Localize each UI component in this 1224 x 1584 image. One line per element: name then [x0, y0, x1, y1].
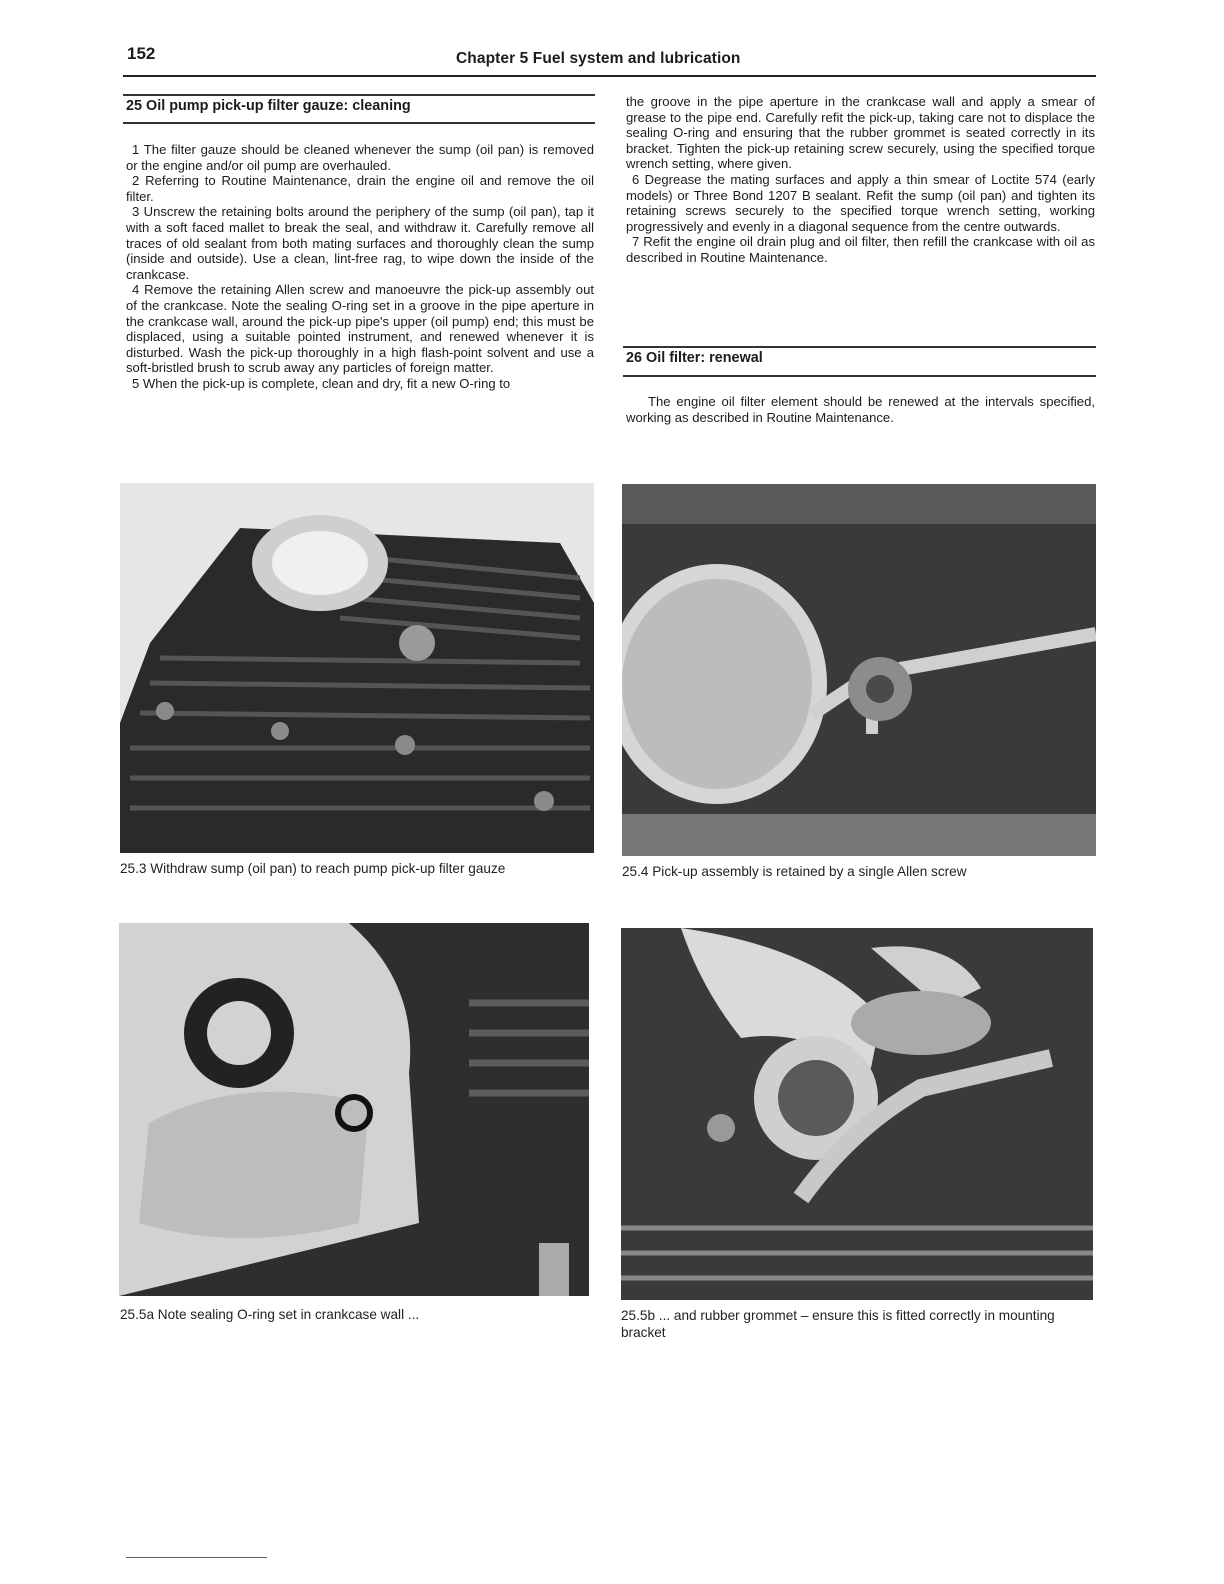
running-head: Chapter 5 Fuel system and lubrication	[456, 50, 741, 67]
paragraph-7: 7 Refit the engine oil drain plug and oil filter, then refill the crankcase with oil as described in Routine Maintenance.	[626, 234, 1095, 265]
caption-25-3: 25.3 Withdraw sump (oil pan) to reach pump pick-up filter gauze	[120, 861, 506, 876]
paragraph-1: 1 The filter gauze should be cleaned whenever the sump (oil pan) is removed or the engine and/or oil pump are overhauled.	[126, 142, 594, 173]
paragraph-2: 2 Referring to Routine Maintenance, drain the engine oil and remove the oil filter.	[126, 173, 594, 204]
section-26-paragraph: The engine oil filter element should be renewed at the intervals specified, working as described in Routine Maintenance.	[626, 394, 1095, 425]
paragraph-5: 5 When the pick-up is complete, clean and dry, fit a new O-ring to	[132, 375, 511, 391]
section-26-bottom-rule	[623, 375, 1096, 377]
page-number: 152	[127, 44, 156, 63]
header-rule	[123, 75, 1096, 77]
photo-sump-removal	[120, 483, 594, 853]
section-25-body-continued	[626, 94, 1095, 266]
caption-25-5b: 25.5b ... and rubber grommet – ensure this is fitted correctly in mounting bracket	[621, 1308, 1055, 1340]
section-26-title: 26 Oil filter: renewal	[626, 350, 763, 366]
paragraph-6: 6 Degrease the mating surfaces and apply a thin smear of Loctite 574 (early models) or Three Bond 1207 B sealant. Refit the sump (oil pan) and tighten its retaining screws securely to the specified torque wrench setting, working progressively and evenly in a diagonal sequence from the centre outwards.	[626, 171, 1095, 234]
caption-25-5a: 25.5a Note sealing O-ring set in crankcase wall ...	[120, 1307, 420, 1322]
paragraph-4: 4 Remove the retaining Allen screw and manoeuvre the pick-up assembly out of the crankcase. Note the sealing O-ring set in a groove in the pipe aperture in the crankcase wall, around the pick-up pipe's upper (oil pump) end; this must be displaced, using a suitable pointed instrument, and renewed whenever it is disturbed. Wash the pick-up thoroughly in a high flash-point solvent and use a soft-bristled brush to scrub away any particles of foreign matter.	[126, 282, 594, 376]
paragraph-5-continued: the groove in the pipe aperture in the crankcase wall and apply a smear of grease to the pipe end. Carefully refit the pick-up, taking care not to displace the sealing O-ring and ensuring that the rubber grommet is seated correctly in its bracket. Tighten the pick-up retaining screw securely, using the specified torque wrench setting, where given.	[626, 94, 1095, 172]
footnote-rule	[126, 1557, 267, 1558]
section-25-body	[126, 142, 594, 392]
section-25-bottom-rule	[123, 122, 595, 124]
paragraph-3: 3 Unscrew the retaining bolts around the periphery of the sump (oil pan), tap it with a soft faced mallet to break the seal, and withdraw it. Carefully remove all traces of old sealant from both mating surfaces and thoroughly clean the sump (inside and outside). Use a clean, lint-free rag, to wipe down the inside of the crankcase.	[126, 204, 594, 282]
section-25-title: 25 Oil pump pick-up filter gauze: cleaning	[126, 98, 411, 114]
photo-oring-crankcase-wall	[119, 923, 589, 1296]
photo-pickup-allen-screw	[622, 484, 1096, 856]
section-25-top-rule	[123, 94, 595, 96]
photo-rubber-grommet	[621, 928, 1093, 1300]
section-26-body	[626, 394, 1095, 425]
caption-25-4: 25.4 Pick-up assembly is retained by a single Allen screw	[622, 864, 967, 879]
section-26-top-rule	[623, 346, 1096, 348]
